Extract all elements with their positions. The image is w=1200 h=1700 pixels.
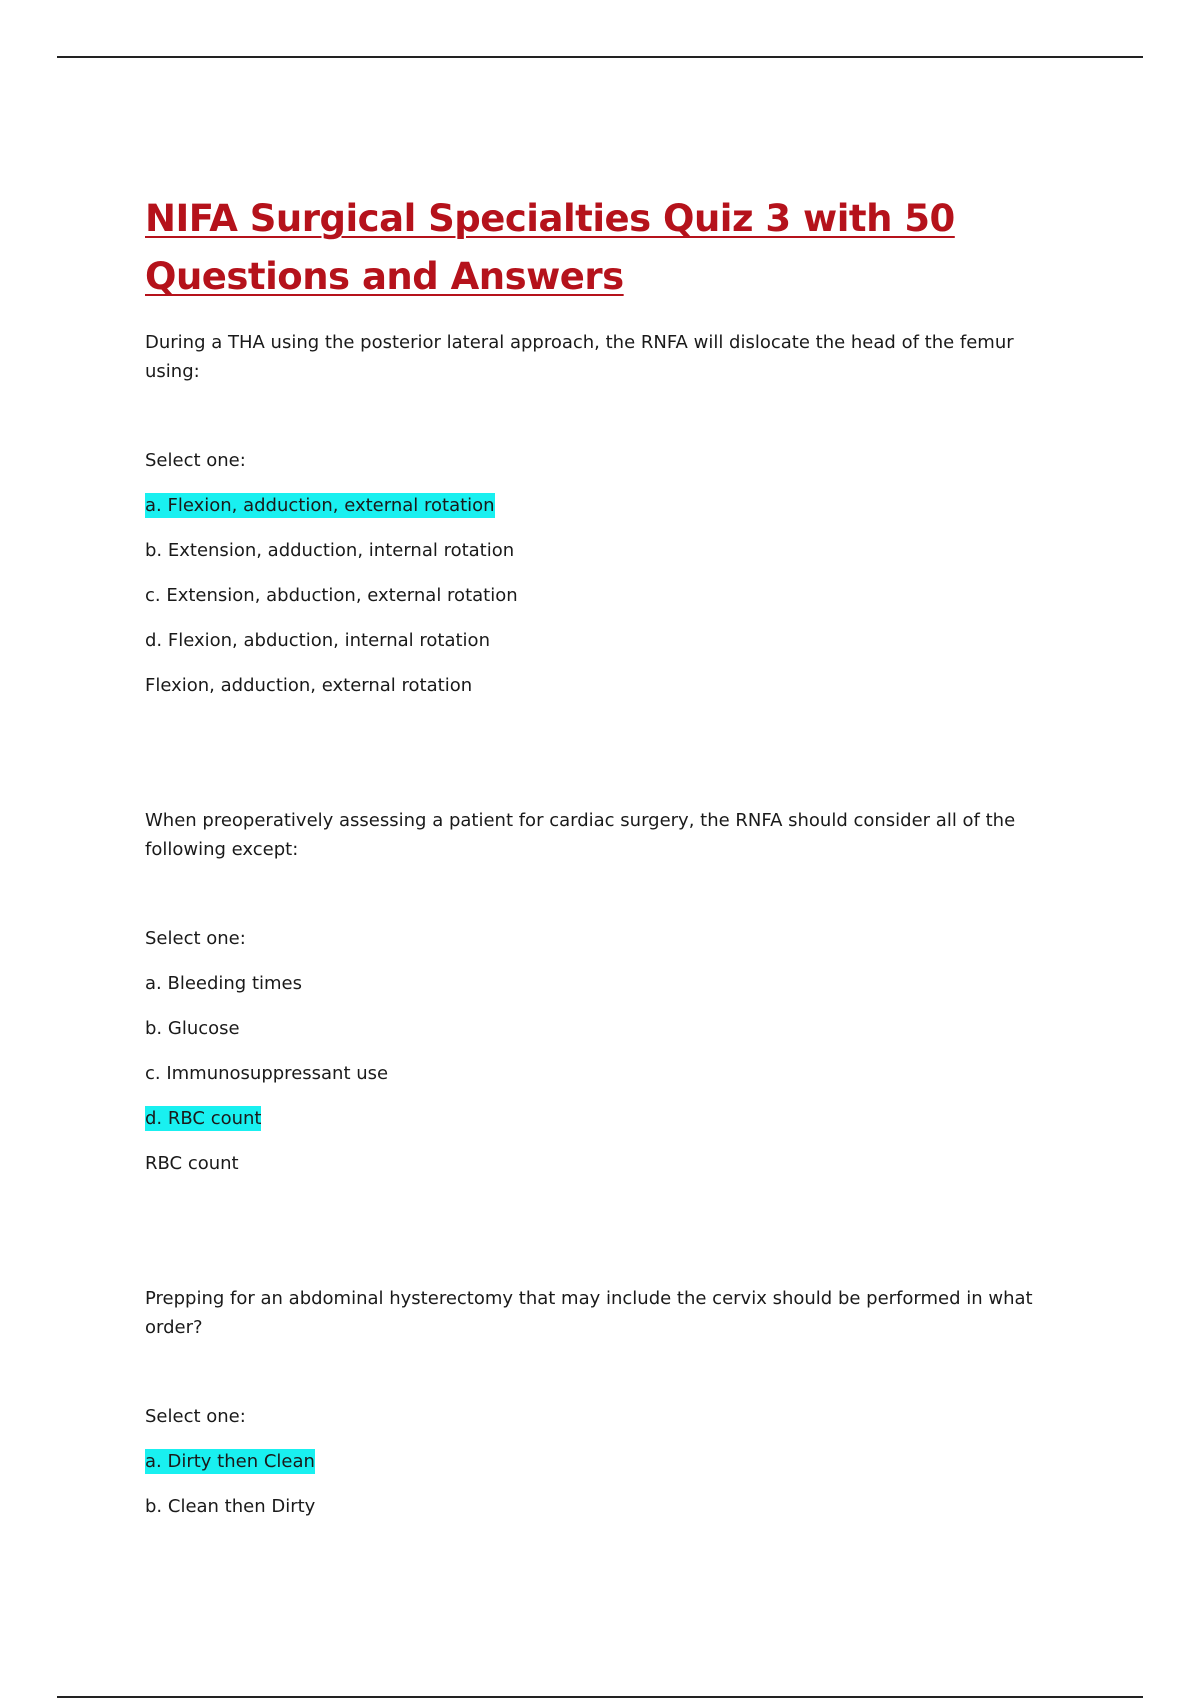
option-c: c. Immunosuppressant use (145, 1063, 389, 1084)
select-prompt: Select one: (145, 928, 246, 949)
option-b: b. Clean then Dirty (145, 1496, 316, 1517)
select-prompt: Select one: (145, 1406, 246, 1427)
select-prompt: Select one: (145, 450, 246, 471)
question-block-3 (145, 1284, 1045, 1521)
answer-text: Flexion, adduction, external rotation (145, 675, 473, 696)
bottom-rule (57, 1696, 1143, 1698)
question-block-2 (145, 806, 1045, 1178)
question-text: During a THA using the posterior lateral approach, the RNFA will dislocate the head of the femur using: (145, 332, 1014, 382)
option-d (145, 1104, 1045, 1133)
option-a (145, 491, 1045, 520)
highlighted-option: d. RBC count (145, 1108, 262, 1129)
option-a: a. Bleeding times (145, 973, 302, 994)
top-rule (57, 56, 1143, 58)
question-block-1 (145, 328, 1045, 700)
highlighted-option: a. Dirty then Clean (145, 1451, 315, 1472)
option-d: d. Flexion, abduction, internal rotation (145, 630, 490, 651)
document-body (145, 190, 1045, 1521)
highlighted-option: a. Flexion, adduction, external rotation (145, 495, 495, 516)
option-a (145, 1447, 1045, 1476)
question-text: Prepping for an abdominal hysterectomy that may include the cervix should be performed in what order? (145, 1288, 1033, 1338)
option-b: b. Glucose (145, 1018, 240, 1039)
document-title: NIFA Surgical Specialties Quiz 3 with 50 Questions and Answers (145, 197, 955, 298)
answer-text: RBC count (145, 1153, 239, 1174)
option-b: b. Extension, adduction, internal rotation (145, 540, 515, 561)
option-c: c. Extension, abduction, external rotation (145, 585, 518, 606)
question-text: When preoperatively assessing a patient for cardiac surgery, the RNFA should consider all of the following except: (145, 810, 1016, 860)
